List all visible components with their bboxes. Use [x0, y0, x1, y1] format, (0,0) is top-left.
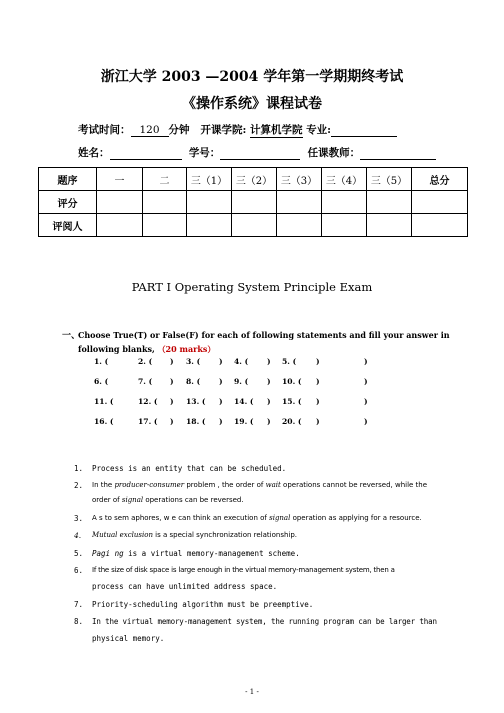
- answer-blank-label: 13. (: [186, 397, 206, 406]
- question-number: 5.: [74, 549, 84, 558]
- question-text: physical memory.: [92, 634, 165, 643]
- question-number: 3.: [74, 514, 84, 523]
- header-cell: 三（5）: [367, 168, 412, 191]
- reviewer-cell[interactable]: [187, 214, 232, 237]
- id-label: 学号：: [188, 147, 221, 159]
- exam-title: 浙江大学 2003 —2004 学年第一学期期终考试: [100, 69, 404, 85]
- answer-blank-close[interactable]: ): [219, 417, 223, 426]
- answer-blank-label: 14. (: [234, 397, 254, 406]
- row-label: 评阅人: [39, 214, 97, 237]
- question-text: Priority-scheduling algorithm must be preemptive.: [92, 600, 314, 609]
- question-text: A s to sem aphores, w e can think an execution of signal operation as applying for a resource.: [92, 514, 422, 522]
- question-text: In the producer-consumer problem , the order of wait operations cannot be reversed, while the: [92, 481, 428, 489]
- question-text: process can have unlimited address space.: [92, 582, 278, 591]
- teacher-blank[interactable]: [360, 147, 436, 160]
- answer-blank-close[interactable]: ): [170, 357, 174, 366]
- reviewer-cell[interactable]: [143, 214, 187, 237]
- question-number: 7.: [74, 600, 84, 609]
- part-heading: PART I Operating System Principle Exam: [131, 280, 373, 294]
- answer-blank-close[interactable]: ): [219, 357, 223, 366]
- score-cell[interactable]: [187, 191, 232, 214]
- answer-blank-close[interactable]: ): [316, 357, 320, 366]
- score-cell[interactable]: [367, 191, 412, 214]
- header-cell: 一: [97, 168, 143, 191]
- score-cell[interactable]: [97, 191, 143, 214]
- score-cell[interactable]: [143, 191, 187, 214]
- score-row: [39, 191, 468, 214]
- reviewer-cell[interactable]: [322, 214, 367, 237]
- answer-blank-label: 2. (: [138, 357, 153, 366]
- question-number: 1.: [74, 464, 84, 473]
- question-text: Process is an entity that can be scheduled.: [92, 464, 287, 473]
- answer-blank-label: 5. (: [282, 357, 297, 366]
- reviewer-row: [39, 214, 468, 237]
- answer-blank-label: 6. (: [94, 377, 109, 386]
- answer-blank-label: 7. (: [138, 377, 153, 386]
- college-label: 开课学院:: [200, 124, 251, 136]
- answer-blank-label: 18. (: [186, 417, 206, 426]
- score-cell[interactable]: [412, 191, 468, 214]
- answer-blank-close[interactable]: ): [364, 397, 368, 406]
- name-label: 姓名：: [78, 147, 110, 159]
- answer-blank-close[interactable]: ): [219, 397, 223, 406]
- question-number: 8.: [74, 617, 84, 626]
- answer-blank-label: 20. (: [282, 417, 302, 426]
- answer-blank-label: 10. (: [282, 377, 302, 386]
- exam-info-line: [78, 122, 397, 138]
- answer-blank-close[interactable]: ): [170, 377, 174, 386]
- answer-blank-close[interactable]: ): [316, 417, 320, 426]
- answer-blank-close[interactable]: ): [170, 417, 174, 426]
- row-label: 评分: [39, 191, 97, 214]
- question-number: 2.: [74, 481, 84, 490]
- id-blank[interactable]: [220, 147, 300, 160]
- answer-blank-close[interactable]: ): [267, 357, 271, 366]
- score-header-row: [39, 168, 468, 191]
- question-number: 6.: [74, 566, 84, 575]
- reviewer-cell[interactable]: [367, 214, 412, 237]
- name-blank[interactable]: [110, 147, 182, 160]
- reviewer-cell[interactable]: [97, 214, 143, 237]
- answer-blank-label: 16. (: [94, 417, 114, 426]
- question-text: If the size of disk space is large enough in the virtual memory-management system, then a: [92, 566, 395, 574]
- reviewer-cell[interactable]: [232, 214, 277, 237]
- reviewer-cell[interactable]: [277, 214, 322, 237]
- answer-blank-label: 11. (: [94, 397, 114, 406]
- answer-blank-close[interactable]: ): [364, 377, 368, 386]
- major-blank[interactable]: [331, 124, 397, 137]
- major-label: 专业:: [302, 124, 332, 136]
- answer-blank-close[interactable]: ): [364, 417, 368, 426]
- score-table: [38, 167, 468, 237]
- time-value: 120: [131, 124, 169, 137]
- answer-blank-close[interactable]: ): [316, 377, 320, 386]
- reviewer-cell[interactable]: [412, 214, 468, 237]
- header-cell: 三（4）: [322, 168, 367, 191]
- answer-blank-close[interactable]: ): [316, 397, 320, 406]
- question-text: In the virtual memory-management system, the running program can be larger than: [92, 617, 437, 626]
- course-title: 《操作系统》课程试卷: [182, 96, 322, 112]
- header-cell: 三（2）: [232, 168, 277, 191]
- answer-blank-label: 8. (: [186, 377, 201, 386]
- question-text: Mutual exclusion is a special synchronization relationship.: [92, 531, 298, 539]
- answer-blank-close[interactable]: ): [267, 417, 271, 426]
- answer-blank-close[interactable]: ): [170, 397, 174, 406]
- section-number: 一、: [62, 331, 81, 341]
- student-info-line: [78, 145, 436, 160]
- answer-blank-label: 17. (: [138, 417, 158, 426]
- college-value: 计算机学院: [250, 124, 303, 136]
- answer-blank-close[interactable]: ): [267, 397, 271, 406]
- header-cell: 三（1）: [187, 168, 232, 191]
- teacher-label: 任课教师：: [307, 147, 361, 159]
- score-cell[interactable]: [232, 191, 277, 214]
- score-cell[interactable]: [277, 191, 322, 214]
- section-text: Choose True(T) or False(F) for each of following statements and fill your answer in following blanks,: [78, 330, 450, 354]
- answer-blank-label: 1. (: [94, 357, 109, 366]
- section-marks: （20 marks）: [157, 344, 216, 354]
- answer-blank-label: 4. (: [234, 357, 249, 366]
- question-number: 4.: [74, 531, 82, 540]
- answer-blank-label: 15. (: [282, 397, 302, 406]
- time-label: 考试时间：: [78, 124, 131, 136]
- header-cell: 二: [143, 168, 187, 191]
- score-cell[interactable]: [322, 191, 367, 214]
- answer-blank-close[interactable]: ): [364, 357, 368, 366]
- answer-blank-close[interactable]: ): [219, 377, 223, 386]
- section-instruction: [78, 328, 458, 356]
- page-number: - 1 -: [245, 688, 259, 696]
- answer-blank-label: 9. (: [234, 377, 249, 386]
- header-cell: 三（3）: [277, 168, 322, 191]
- header-cell: 总分: [412, 168, 468, 191]
- answer-blank-label: 12. (: [138, 397, 158, 406]
- answer-blank-close[interactable]: ): [267, 377, 271, 386]
- question-text: order of signal operations can be reversed.: [92, 496, 244, 504]
- time-unit: 分钟: [168, 124, 190, 136]
- header-cell: 题序: [39, 168, 97, 191]
- answer-blank-label: 3. (: [186, 357, 201, 366]
- answer-blank-label: 19. (: [234, 417, 254, 426]
- question-text: Pagi ng is a virtual memory-management scheme.: [92, 549, 300, 558]
